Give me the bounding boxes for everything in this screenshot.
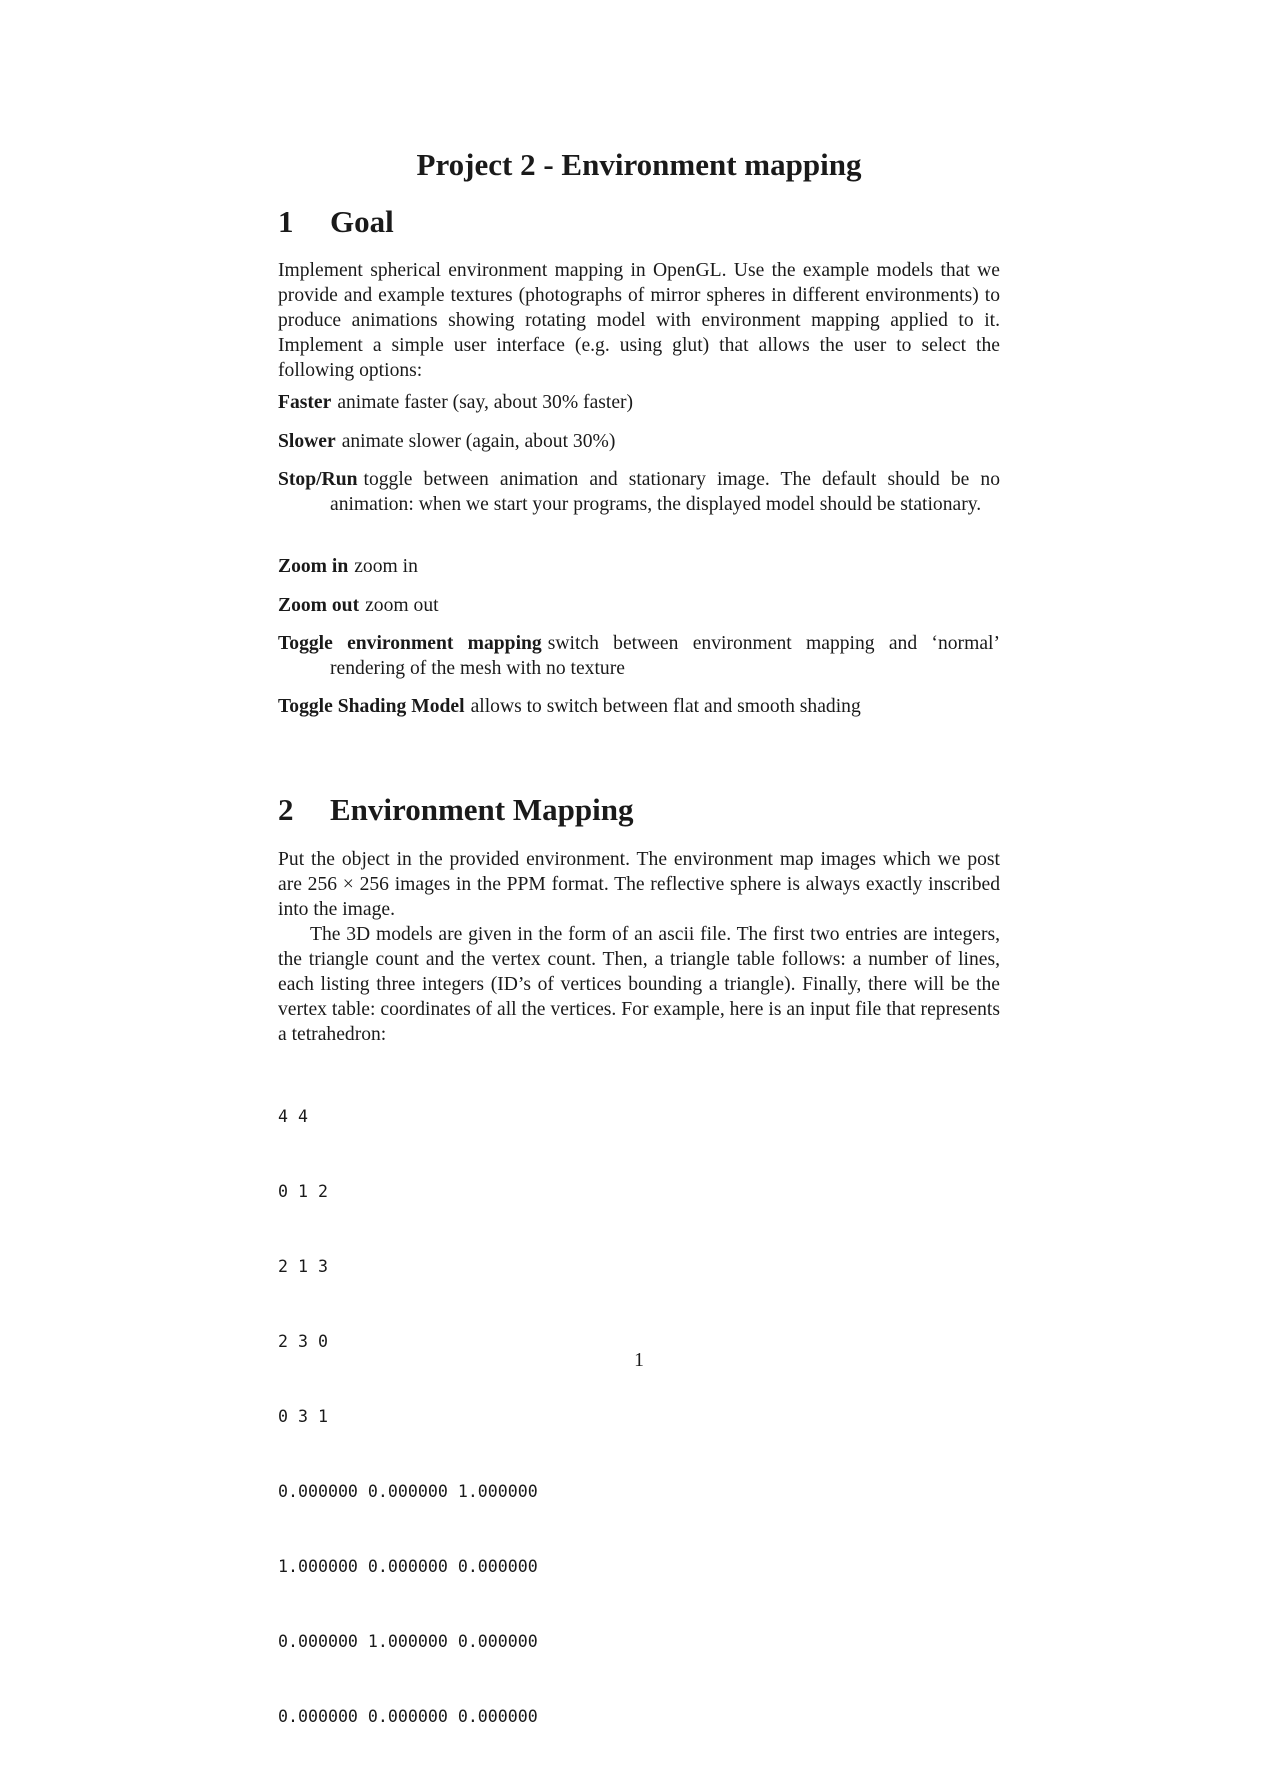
option-description: switch between environment mapping and ‘normal’ rendering of the mesh with no texture	[330, 633, 1000, 679]
section-number: 1	[278, 204, 294, 239]
code-line: 2 3 0	[278, 1332, 328, 1351]
option-description: zoom in	[354, 556, 418, 577]
option-term: Slower	[278, 431, 336, 452]
code-line: 0.000000 0.000000 1.000000	[278, 1482, 538, 1501]
section-title: Environment Mapping	[330, 792, 634, 827]
option-description: zoom out	[365, 595, 439, 616]
option-term: Stop/Run	[278, 469, 358, 490]
environment-paragraph-2: The 3D models are given in the form of an ascii file. The first two entries are integers, the triangle count and the vertex count. Then, a triangle table follows: a number of lines, each listing three integers (ID’s of vertices bounding a triangle). Finally, there will be the vertex table: coordinates of all the vertices. For example, here is an input file that represents a tetrahedron:	[278, 924, 1000, 1045]
section-heading-environment-mapping	[278, 790, 633, 830]
document-page	[278, 0, 1000, 1726]
option-term: Zoom out	[278, 595, 360, 616]
option-term: Zoom in	[278, 556, 349, 577]
option-description: toggle between animation and stationary image. The default should be no animation: when we start your programs, the displayed model should be stationary.	[330, 469, 1000, 515]
option-slower	[278, 429, 1000, 454]
section-heading-goal	[278, 202, 394, 242]
page-number: 1	[634, 1350, 644, 1371]
tetrahedron-code-listing	[278, 1054, 538, 1779]
code-line: 0.000000 0.000000 0.000000	[278, 1707, 538, 1726]
option-toggle-environment-mapping	[278, 631, 1000, 681]
option-zoom-out	[278, 593, 1000, 618]
option-toggle-shading-model	[278, 694, 1000, 719]
document-title: Project 2 - Environment mapping	[416, 147, 862, 182]
code-line: 0 1 2	[278, 1182, 328, 1201]
goal-paragraph: Implement spherical environment mapping in OpenGL. Use the example models that we provide and example textures (photographs of mirror spheres in different environments) to produce animations showing rotating model with environment mapping applied to it. Implement a simple user interface (e.g. using glut) that allows the user to select the following options:	[278, 260, 1000, 381]
option-zoom-in	[278, 554, 1000, 579]
code-line: 0.000000 1.000000 0.000000	[278, 1632, 538, 1651]
option-description: animate faster (say, about 30% faster)	[337, 392, 634, 413]
option-stop-run	[278, 467, 1000, 517]
option-term: Toggle environment mapping	[278, 633, 542, 654]
option-term: Toggle Shading Model	[278, 696, 465, 717]
option-term: Faster	[278, 392, 332, 413]
section-number: 2	[278, 792, 294, 827]
code-line: 1.000000 0.000000 0.000000	[278, 1557, 538, 1576]
option-description: animate slower (again, about 30%)	[341, 431, 616, 452]
code-line: 2 1 3	[278, 1257, 328, 1276]
code-line: 0 3 1	[278, 1407, 328, 1426]
code-line: 4 4	[278, 1107, 308, 1126]
option-faster	[278, 390, 1000, 415]
option-description: allows to switch between flat and smooth shading	[470, 696, 861, 717]
section-title: Goal	[330, 204, 394, 239]
environment-paragraph-1: Put the object in the provided environment. The environment map images which we post are 256 × 256 images in the PPM format. The reflective sphere is always exactly inscribed into the image.	[278, 849, 1000, 920]
